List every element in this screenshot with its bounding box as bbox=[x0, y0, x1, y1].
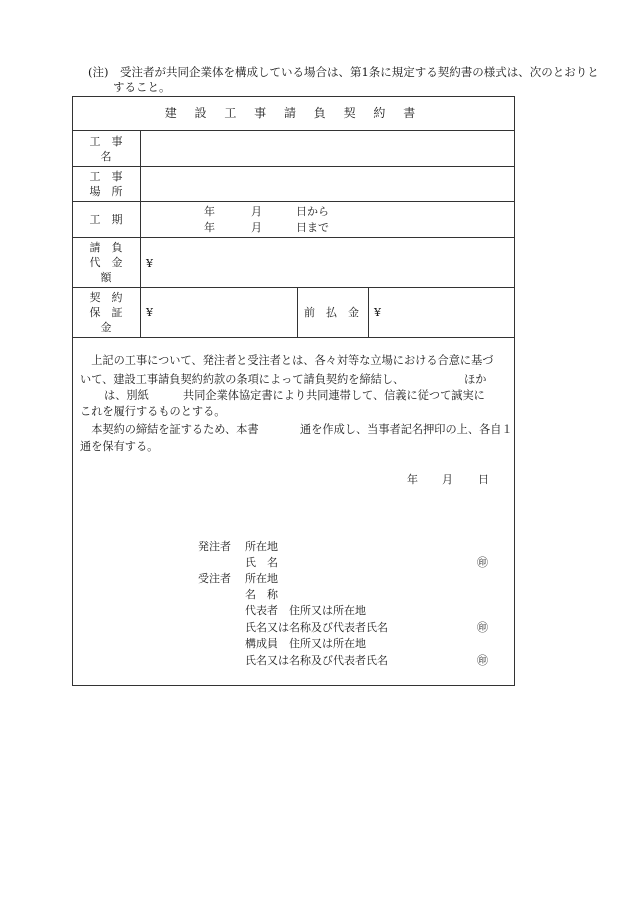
work-site-label-line-2: 場 所 bbox=[89, 185, 123, 198]
rule-label-column bbox=[140, 130, 141, 337]
work-site-label-line-1: 工 事 bbox=[89, 170, 123, 183]
guarantee-label-line-1: 契 約 bbox=[89, 291, 123, 304]
date-year: 年 bbox=[407, 473, 418, 486]
guarantee-label-line-2: 保 証 bbox=[89, 306, 123, 319]
representative-seal-icon: ㊞ bbox=[477, 621, 488, 634]
rule-advance-left bbox=[297, 287, 298, 337]
orderer-address: 所在地 bbox=[245, 540, 278, 553]
advance-label: 前 払 金 bbox=[304, 306, 359, 319]
contractor-label: 受注者 bbox=[198, 572, 231, 585]
period-from-day: 日から bbox=[296, 205, 329, 218]
period-label: 工 期 bbox=[89, 213, 123, 226]
representative-name: 氏名又は名称及び代表者氏名 bbox=[245, 621, 388, 634]
guarantee-label bbox=[80, 290, 132, 335]
contractor-address: 所在地 bbox=[245, 572, 278, 585]
guarantee-value: ¥ bbox=[146, 306, 153, 319]
representative-address: 代表者 住所又は所在地 bbox=[245, 604, 366, 617]
period-to-year: 年 bbox=[204, 221, 215, 234]
work-name-label bbox=[80, 134, 132, 164]
rule-work-site-bottom bbox=[72, 201, 515, 202]
member-seal-icon: ㊞ bbox=[477, 654, 488, 667]
orderer-label: 発注者 bbox=[198, 540, 231, 553]
body-line-6: 通を保有する。 bbox=[80, 440, 159, 453]
body-line-1: 上記の工事について、発注者と受注者とは、各々対等な立場における合意に基づ bbox=[80, 354, 494, 367]
body-line-2-tail: ほか bbox=[464, 373, 487, 386]
rule-guarantee-bottom bbox=[72, 337, 515, 338]
rule-price-bottom bbox=[72, 287, 515, 288]
work-name-label-line-1: 工 事 bbox=[89, 135, 123, 148]
note-line-2: すること。 bbox=[113, 80, 171, 94]
work-site-label bbox=[80, 169, 132, 199]
rule-work-name-bottom bbox=[72, 166, 515, 167]
price-label bbox=[80, 240, 132, 285]
period-to-month: 月 bbox=[251, 221, 262, 234]
body-line-3: は、別紙 bbox=[104, 389, 149, 402]
body-line-5: 本契約の締結を証するため、本書 bbox=[80, 423, 259, 436]
guarantee-label-line-3: 金 bbox=[100, 321, 112, 334]
body-line-3-tail: 共同企業体協定書により共同連帯して、信義に従つて誠実に bbox=[183, 389, 485, 402]
work-name-label-line-2: 名 bbox=[100, 150, 112, 163]
period-from-year: 年 bbox=[204, 205, 215, 218]
note-line-1: (注) 受注者が共同企業体を構成している場合は、第1条に規定する契約書の様式は、次のとおりと bbox=[88, 65, 599, 79]
rule-period-bottom bbox=[72, 237, 515, 238]
rule-advance-right bbox=[368, 287, 369, 337]
date-month: 月 bbox=[442, 473, 453, 486]
price-label-line-2: 代 金 bbox=[89, 256, 123, 269]
price-label-line-3: 額 bbox=[100, 271, 112, 284]
contractor-name: 名 称 bbox=[245, 588, 278, 601]
advance-value: ¥ bbox=[374, 306, 381, 319]
date-day: 日 bbox=[478, 473, 489, 486]
rule-title-bottom bbox=[72, 130, 515, 131]
member-name: 氏名又は名称及び代表者氏名 bbox=[245, 654, 388, 667]
body-line-2: いて、建設工事請負契約約款の条項によって請負契約を締結し、 bbox=[80, 373, 405, 386]
member-address: 構成員 住所又は所在地 bbox=[245, 637, 366, 650]
price-value: ¥ bbox=[146, 257, 153, 270]
price-label-line-1: 請 負 bbox=[89, 241, 123, 254]
orderer-name: 氏 名 bbox=[245, 556, 278, 569]
period-from-month: 月 bbox=[251, 205, 262, 218]
body-line-5-tail: 通を作成し、当事者記名押印の上、各自１ bbox=[300, 423, 513, 436]
form-title: 建 設 工 事 請 負 契 約 書 bbox=[164, 106, 423, 120]
body-line-4: これを履行するものとする。 bbox=[80, 405, 226, 418]
period-to-day: 日まで bbox=[296, 221, 329, 234]
orderer-seal-icon: ㊞ bbox=[477, 556, 488, 569]
